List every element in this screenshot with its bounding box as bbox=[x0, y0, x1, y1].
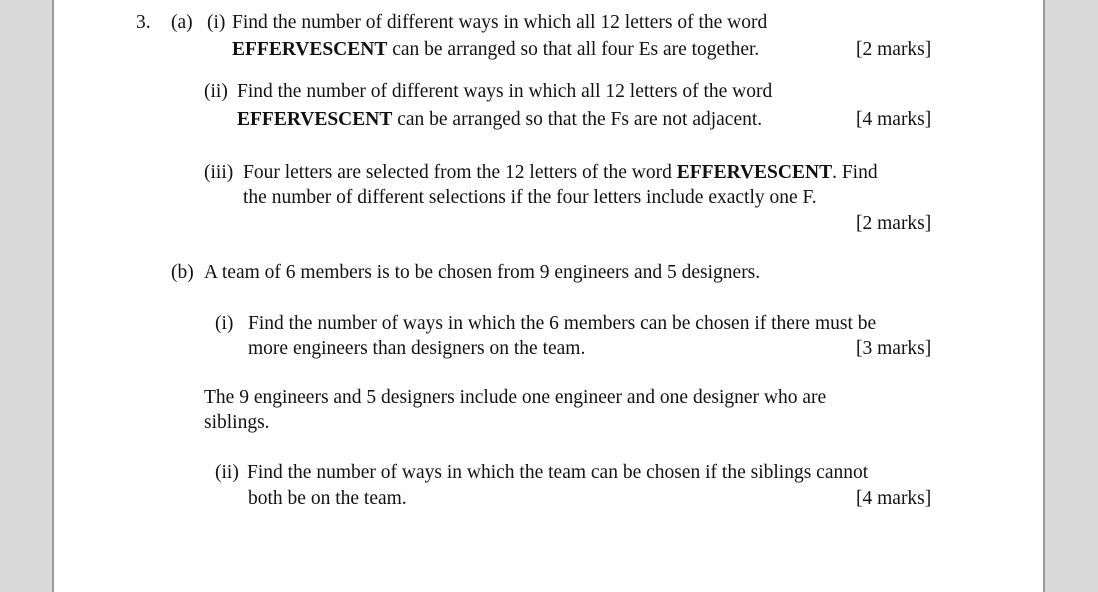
part-a-i-line2-rest: can be arranged so that all four Es are together. bbox=[387, 39, 760, 60]
part-a-i-marks: [2 marks] bbox=[856, 39, 932, 60]
part-b-ii-line1: Find the number of ways in which the team can be chosen if the siblings cannot bbox=[247, 462, 869, 483]
part-b-ii-label: (ii) bbox=[215, 462, 239, 483]
part-a-ii-line1: Find the number of different ways in which all 12 letters of the word bbox=[237, 81, 773, 102]
part-a-iii-marks: [2 marks] bbox=[856, 213, 932, 234]
part-a-ii-line2-rest: can be arranged so that the Fs are not adjacent. bbox=[392, 109, 763, 130]
word-effervescent: EFFERVESCENT bbox=[232, 39, 388, 60]
part-b-label: (b) bbox=[171, 262, 194, 283]
part-a-iii-line1-end: . Find bbox=[832, 162, 878, 183]
part-b-i-line1: Find the number of ways in which the 6 members can be chosen if there must be bbox=[248, 313, 877, 334]
part-a-ii-line2 bbox=[237, 108, 762, 132]
word-effervescent: EFFERVESCENT bbox=[237, 109, 393, 130]
part-b-i-line2: more engineers than designers on the team. bbox=[248, 338, 586, 359]
part-b-ii-marks: [4 marks] bbox=[856, 488, 932, 509]
part-a-iii-line2: the number of different selections if the four letters include exactly one F. bbox=[243, 187, 817, 208]
part-b-i-label: (i) bbox=[215, 313, 234, 334]
part-b-note-line1: The 9 engineers and 5 designers include one engineer and one designer who are bbox=[204, 387, 827, 408]
word-effervescent: EFFERVESCENT bbox=[676, 162, 833, 183]
part-b-ii-line2: both be on the team. bbox=[248, 488, 407, 509]
part-b-intro: A team of 6 members is to be chosen from 9 engineers and 5 designers. bbox=[204, 262, 761, 283]
part-a-label: (a) bbox=[171, 12, 193, 33]
part-a-i-line2 bbox=[232, 38, 759, 62]
part-a-ii-marks: [4 marks] bbox=[856, 109, 932, 130]
part-b-note-line2: siblings. bbox=[204, 412, 270, 433]
question-number: 3. bbox=[136, 12, 151, 33]
part-a-iii-line1 bbox=[243, 161, 878, 185]
part-a-iii-line1-start: Four letters are selected from the 12 letters of the word bbox=[243, 162, 677, 183]
part-a-i-line1: Find the number of different ways in which all 12 letters of the word bbox=[232, 12, 768, 33]
part-a-ii-label: (ii) bbox=[204, 81, 228, 102]
part-a-i-label: (i) bbox=[207, 12, 226, 33]
part-b-i-marks: [3 marks] bbox=[856, 338, 932, 359]
part-a-iii-label: (iii) bbox=[204, 162, 234, 183]
